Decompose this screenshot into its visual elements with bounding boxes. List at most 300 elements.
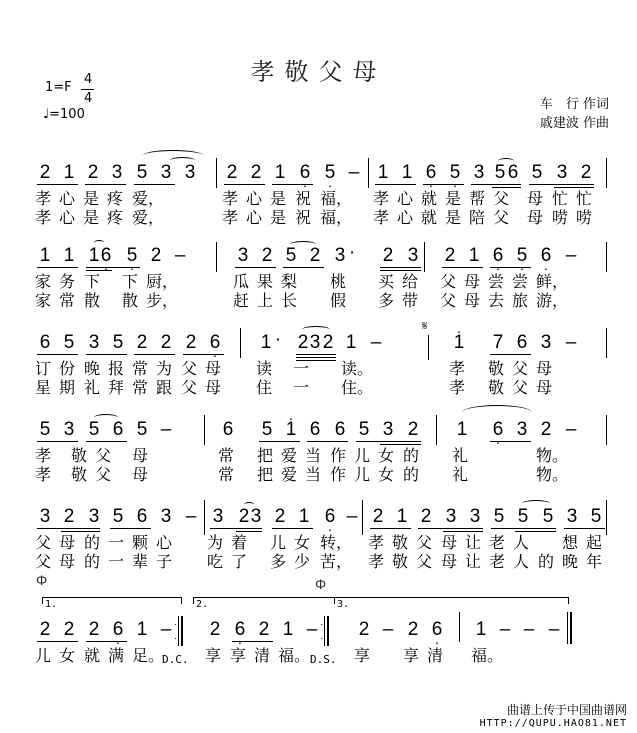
lyric: 母 <box>59 533 76 552</box>
tempo-marking: ♩=100 <box>43 107 85 122</box>
lyric: 去 <box>488 291 505 310</box>
barline <box>216 242 217 272</box>
lyric: 是 <box>83 189 100 208</box>
lyric: 常 <box>218 446 235 465</box>
note: 3 <box>309 332 321 353</box>
note: 1 <box>298 506 310 527</box>
lyric: 家 <box>35 291 52 310</box>
note: 2 <box>209 619 221 640</box>
lyric: 物。 <box>536 446 569 465</box>
lyric: 常 <box>218 465 235 484</box>
lyric: 心 <box>397 189 414 208</box>
lyric: 晚 <box>562 552 579 571</box>
lyric: 报 <box>108 359 125 378</box>
beam <box>471 184 521 185</box>
lyric: 女 <box>378 446 395 465</box>
note: 2 <box>258 619 270 640</box>
note: 2 <box>250 162 262 183</box>
beam <box>86 267 140 268</box>
lyric: 孝 <box>368 552 385 571</box>
lyric: 儿 <box>35 646 52 665</box>
note: 3 <box>445 506 457 527</box>
lyric: 父 <box>95 465 112 484</box>
lyric: 孝 <box>373 189 390 208</box>
note: 2 <box>540 419 552 440</box>
lyric: 礼 <box>452 465 469 484</box>
note: 5 <box>494 162 506 183</box>
lyric: 瓜 <box>233 272 250 291</box>
note: 3 <box>334 245 346 266</box>
lyric: 祝 <box>295 189 312 208</box>
beam <box>210 528 262 529</box>
lyric: 孝 <box>35 446 52 465</box>
note: 5 · <box>514 246 530 266</box>
lyric: 的 <box>84 533 101 552</box>
lyric: 了 <box>231 552 248 571</box>
beam <box>37 641 78 642</box>
note: 3 <box>88 332 100 353</box>
lyric: 读。 <box>341 359 374 378</box>
key-signature: 1=F <box>45 80 72 95</box>
lyric: 当 <box>305 465 322 484</box>
lyric: 散 <box>84 291 101 310</box>
note: 1 <box>468 245 480 266</box>
note: 3 <box>469 506 481 527</box>
lyric: 常 <box>132 378 149 397</box>
lyric: 父 <box>493 208 510 227</box>
note: 6 · <box>98 246 114 266</box>
note: 2 <box>420 506 432 527</box>
lyric: 享 <box>403 646 420 665</box>
lyric: 心 <box>246 208 263 227</box>
segno-icon: 𝄋 <box>422 318 428 333</box>
lyric: 下 <box>84 272 101 291</box>
beam <box>490 354 531 355</box>
lyric: 母 <box>527 189 544 208</box>
beam <box>370 528 411 529</box>
lyric: 享 <box>230 646 247 665</box>
lyric: 梨 <box>281 272 298 291</box>
note: 3 <box>39 506 51 527</box>
lyric: 唠 <box>576 208 593 227</box>
final-barline <box>567 612 568 644</box>
lyric: 是 <box>83 208 100 227</box>
lyric: 的 <box>84 552 101 571</box>
note: · 1 <box>283 420 299 440</box>
note: 1 <box>396 506 408 527</box>
beam <box>564 528 605 529</box>
lyric: 忙 <box>552 189 569 208</box>
note: 5 <box>285 245 297 266</box>
lyric: 散 <box>122 291 139 310</box>
note: 1 <box>282 619 294 640</box>
beam <box>259 441 300 442</box>
lyric: 给 <box>402 272 419 291</box>
note: 2 <box>322 332 334 353</box>
beam <box>442 267 483 268</box>
lyric: 唠 <box>552 208 569 227</box>
note: 3 <box>473 162 485 183</box>
barline <box>606 158 607 188</box>
note: 2 <box>261 245 273 266</box>
note: 5 <box>136 162 148 183</box>
lyric: 祝 <box>295 208 312 227</box>
note: 6 <box>516 332 528 353</box>
lyric: 住 <box>256 378 273 397</box>
note: – <box>160 419 172 440</box>
note: 2 <box>160 332 172 353</box>
note: 3 <box>160 162 172 183</box>
lyric: 当 <box>305 446 322 465</box>
lyric: 母 <box>441 552 458 571</box>
note: 2 <box>407 419 419 440</box>
lyric: 享 <box>354 646 371 665</box>
beam-16th <box>296 357 336 358</box>
lyric: 为 <box>156 359 173 378</box>
lyric: 老 <box>489 552 506 571</box>
note: 1 <box>274 162 286 183</box>
lyric: 尝 <box>512 272 529 291</box>
lyric: 福。 <box>471 646 504 665</box>
lyric: 孝 <box>222 189 239 208</box>
lyric: 鲜， <box>536 272 569 291</box>
beam-16th <box>515 531 556 532</box>
lyric: 孝 <box>35 208 52 227</box>
lyric: 陪 <box>469 208 486 227</box>
beam <box>375 184 416 185</box>
watermark-url: HTTP://QUPU.HAO81.NET <box>479 718 627 729</box>
barline <box>204 500 205 535</box>
lyric: 心 <box>246 189 263 208</box>
ds-marking: D.S. <box>310 653 337 666</box>
lyric: 期 <box>59 378 76 397</box>
note: 6 <box>39 332 51 353</box>
lyric: 孝 <box>35 189 52 208</box>
note: 5 <box>136 419 148 440</box>
note: 5 · <box>124 246 140 266</box>
lyric: 尝 <box>488 272 505 291</box>
lyric: 疼 <box>107 189 124 208</box>
note: – <box>160 619 172 640</box>
note: 6 <box>136 506 148 527</box>
lyric: 母 <box>132 465 149 484</box>
lyric: 疼 <box>107 208 124 227</box>
coda-icon: Φ <box>36 572 48 588</box>
note: 5 <box>39 419 51 440</box>
barline <box>606 242 607 272</box>
lyric: 人 <box>513 552 530 571</box>
lyric: 母 <box>132 446 149 465</box>
lyric: 少 <box>294 552 311 571</box>
lyric: 父 <box>181 359 198 378</box>
lyric: 足。 <box>132 646 165 665</box>
lyricist: 车 行 作词 <box>539 97 609 112</box>
repeat-dots: · · <box>174 619 178 644</box>
note: 1 <box>260 332 272 353</box>
slur <box>302 326 330 333</box>
note: 6 · <box>322 507 338 527</box>
beam <box>86 641 127 642</box>
lyric: 满 <box>108 646 125 665</box>
lyric: 心 <box>59 208 76 227</box>
beam-16th <box>236 531 262 532</box>
beam <box>296 354 336 355</box>
lyric: 人 <box>513 533 530 552</box>
note: 6 · <box>490 420 506 440</box>
barline <box>424 242 425 272</box>
note: 6 · <box>207 333 223 353</box>
lyric: 假 <box>330 291 347 310</box>
lyric: 儿 <box>354 465 371 484</box>
lyric: 女 <box>378 465 395 484</box>
note: 5 <box>63 332 75 353</box>
note: 1 <box>88 245 100 266</box>
lyric: 作 <box>330 446 347 465</box>
note: 2 <box>444 245 456 266</box>
lyric: 家 <box>35 272 52 291</box>
note: 5 <box>112 506 124 527</box>
lyric: 母 <box>441 533 458 552</box>
lyric: 常 <box>59 291 76 310</box>
note: 2 <box>226 162 238 183</box>
barline <box>459 612 460 642</box>
lyric: 桃 <box>330 272 347 291</box>
lyric: 父 <box>35 533 52 552</box>
lyric: 让 <box>465 533 482 552</box>
note: 2 <box>407 619 419 640</box>
lyric: 星 <box>35 378 52 397</box>
note: 2 <box>185 332 197 353</box>
note: 6 · <box>110 620 126 640</box>
note: 6 · <box>232 620 248 640</box>
note: – <box>185 506 197 527</box>
lyric: 把 <box>257 465 274 484</box>
beam <box>307 441 348 442</box>
beam <box>272 528 313 529</box>
song-title: 孝敬父母 <box>250 58 387 86</box>
lyric: 旅 <box>512 291 529 310</box>
note: 6 · <box>538 246 554 266</box>
barline <box>606 328 607 358</box>
lyric: 心 <box>397 208 414 227</box>
lyric: 敬 <box>71 465 88 484</box>
note: · 1 <box>451 333 467 353</box>
note: 6 <box>112 419 124 440</box>
lyric: 上 <box>257 291 274 310</box>
barline <box>240 328 241 358</box>
lyric: 孝 <box>449 359 466 378</box>
note: 3 <box>63 419 75 440</box>
lyric: 爱 <box>281 446 298 465</box>
lyric: 是 <box>270 189 287 208</box>
note: 1 <box>377 162 389 183</box>
lyric: 一 <box>108 533 125 552</box>
beam <box>37 441 78 442</box>
lyric: 敬 <box>392 533 409 552</box>
beam <box>356 441 421 442</box>
beam <box>490 267 531 268</box>
note: 1 <box>456 419 468 440</box>
beam <box>423 184 464 185</box>
beam <box>272 184 313 185</box>
note: 5 · <box>322 163 338 183</box>
lyric: 女 <box>294 533 311 552</box>
watermark <box>480 704 627 730</box>
note: 2 <box>87 162 99 183</box>
lyric: 是 <box>270 208 287 227</box>
note: 5 <box>261 419 273 440</box>
note: – <box>346 506 358 527</box>
slur <box>522 500 550 507</box>
lyric: 孝 <box>222 208 239 227</box>
note: 3 <box>212 506 224 527</box>
slur <box>244 502 254 507</box>
lyric: 的 <box>403 446 420 465</box>
beam-16th <box>443 531 483 532</box>
lyric: 女 <box>59 646 76 665</box>
lyric: 就 <box>84 646 101 665</box>
beam <box>86 441 127 442</box>
note: 6 · <box>423 163 439 183</box>
note: 2 <box>372 506 384 527</box>
composer: 戚建波 作曲 <box>539 116 609 131</box>
volta-2-bracket <box>193 597 335 604</box>
beam-16th <box>380 270 421 271</box>
lyric: 是 <box>445 189 462 208</box>
beam <box>110 528 151 529</box>
repeat-barline <box>324 616 325 646</box>
lyric: 福， <box>320 208 353 227</box>
beam <box>491 528 556 529</box>
beam-16th <box>86 270 112 271</box>
note: 2 <box>63 619 75 640</box>
lyric: 跟 <box>156 378 173 397</box>
barline <box>436 415 437 445</box>
lyric: 父 <box>512 359 529 378</box>
note: 5 <box>542 506 554 527</box>
note: 3 <box>407 245 419 266</box>
lyric: 就 <box>421 189 438 208</box>
barline <box>204 415 205 445</box>
lyric: 是 <box>445 208 462 227</box>
tie <box>170 157 195 164</box>
note: 2 <box>238 506 250 527</box>
credits <box>540 95 609 133</box>
lyric: 长 <box>281 291 298 310</box>
repeat-barline-thick <box>327 616 329 646</box>
note: 5 <box>493 506 505 527</box>
dot: · <box>348 242 356 263</box>
lyric: 敬 <box>488 378 505 397</box>
note: 2 <box>297 332 309 353</box>
volta-1-bracket <box>42 597 182 604</box>
note: 6 <box>222 419 234 440</box>
lyric: 心 <box>156 533 173 552</box>
note: – <box>370 332 382 353</box>
beam <box>418 528 483 529</box>
lyric: 敬 <box>71 446 88 465</box>
barline <box>606 500 607 535</box>
lyric: 母 <box>527 208 544 227</box>
note: 1 <box>136 619 148 640</box>
lyric: 父 <box>493 189 510 208</box>
note: 1 <box>39 245 51 266</box>
lyric: 孝 <box>368 533 385 552</box>
lyric: 游， <box>536 291 569 310</box>
lyric: 母 <box>536 359 553 378</box>
note: 5 <box>112 332 124 353</box>
note: – <box>523 619 535 640</box>
lyric: 下 <box>122 272 139 291</box>
note: 2 <box>580 162 592 183</box>
note: – <box>565 419 577 440</box>
lyric: 一 <box>293 378 310 397</box>
volta-3-bracket <box>334 597 569 604</box>
beam <box>134 354 175 355</box>
note: 3 <box>382 419 394 440</box>
lyric: 母 <box>205 378 222 397</box>
beam-16th <box>380 444 421 445</box>
note: 1 <box>401 162 413 183</box>
lyric: 就 <box>421 208 438 227</box>
lyric: 福， <box>320 189 353 208</box>
lyric: 的 <box>403 465 420 484</box>
lyric: 爱， <box>132 208 165 227</box>
lyric: 苦， <box>320 552 353 571</box>
barline <box>606 415 607 445</box>
beam <box>183 354 224 355</box>
lyric: 想 <box>562 533 579 552</box>
lyric: 母 <box>464 291 481 310</box>
lyric: 转， <box>320 533 353 552</box>
note: 5 <box>88 419 100 440</box>
lyric: 清 <box>427 646 444 665</box>
note: – <box>306 619 318 640</box>
beam <box>37 528 100 529</box>
note: 1 <box>345 332 357 353</box>
time-signature-top: 4 <box>84 72 93 87</box>
note: – <box>382 619 394 640</box>
time-signature-bottom: 4 <box>84 91 93 106</box>
final-barline-thick <box>570 612 572 644</box>
lyric: 厨， <box>146 272 179 291</box>
time-signature-line <box>81 89 94 90</box>
lyric: 多 <box>270 552 287 571</box>
beam <box>283 267 324 268</box>
lyric: 父 <box>35 552 52 571</box>
beam <box>134 184 175 185</box>
beam <box>232 641 273 642</box>
lyric: 父 <box>181 378 198 397</box>
barline <box>362 500 363 535</box>
note: 2 <box>39 162 51 183</box>
note: 2 <box>136 332 148 353</box>
note: 1 <box>63 162 75 183</box>
lyric: 份 <box>59 359 76 378</box>
coda-icon: Φ <box>315 576 327 592</box>
lyric: 一 <box>108 552 125 571</box>
lyric: 颗 <box>132 533 149 552</box>
lyric: 让 <box>465 552 482 571</box>
lyric: 孝 <box>35 465 52 484</box>
lyric: 住。 <box>341 378 374 397</box>
lyric: 晚 <box>84 359 101 378</box>
note: 5 <box>590 506 602 527</box>
lyric: 作 <box>330 465 347 484</box>
lyric: 母 <box>464 272 481 291</box>
lyric: 带 <box>402 291 419 310</box>
lyric: 为 <box>207 533 224 552</box>
